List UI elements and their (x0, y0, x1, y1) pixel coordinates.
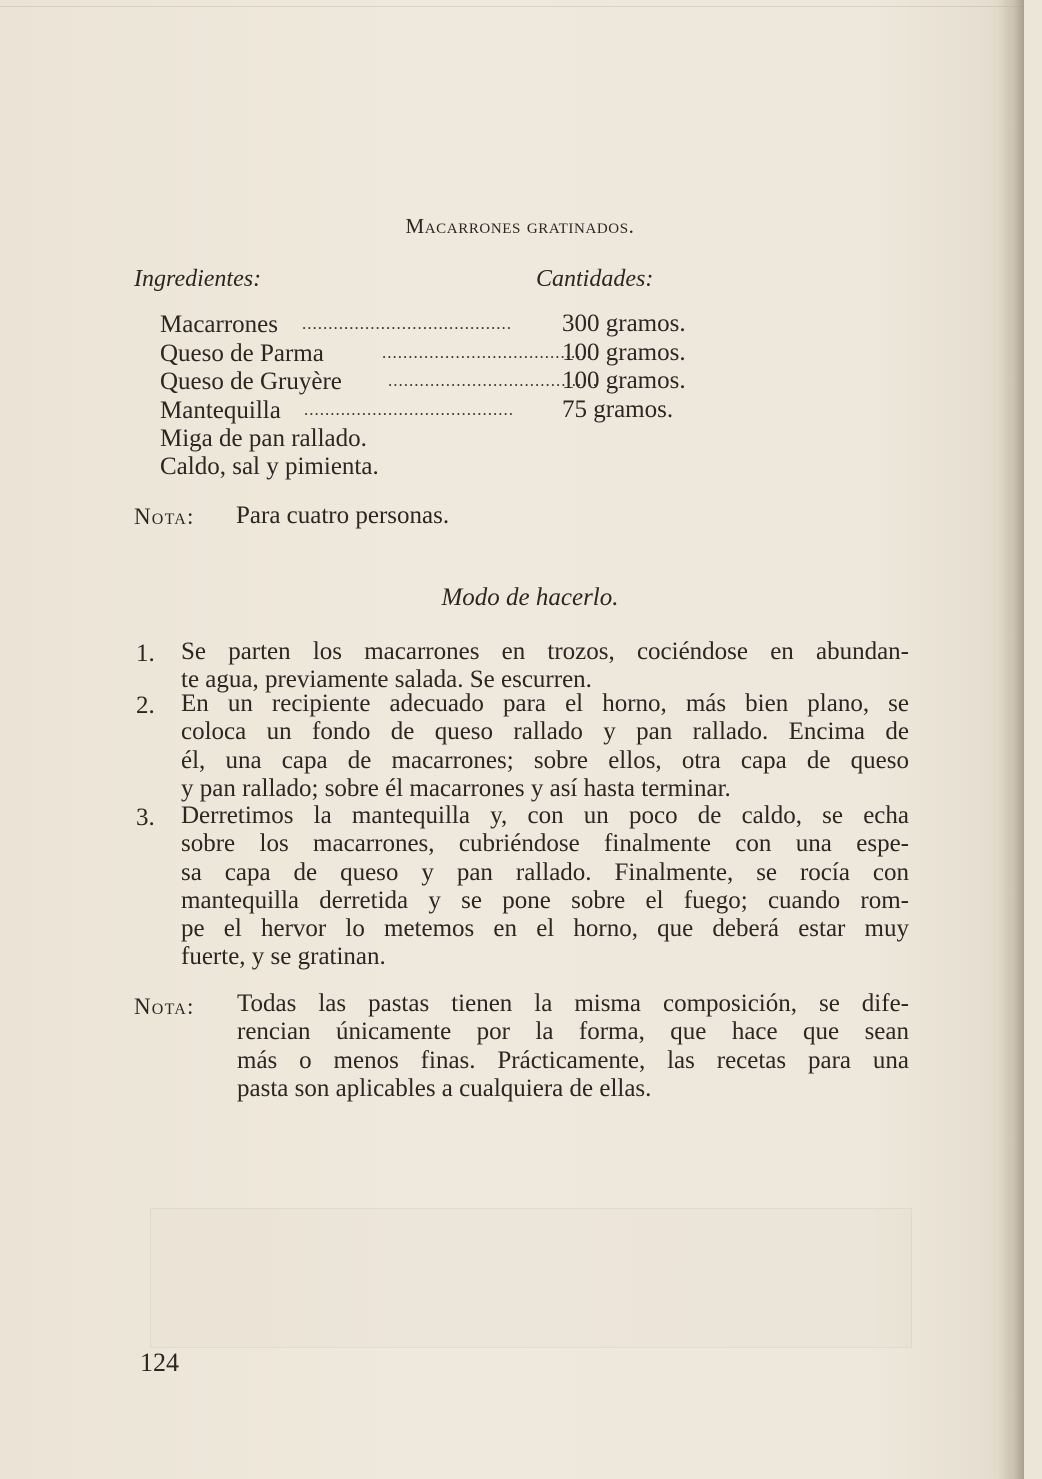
note-line: pasta son aplicables a cualquiera de ellas. (237, 1074, 652, 1102)
step-line: sobre los macarrones, cubriéndose finalmente con una espe- (181, 830, 909, 858)
dot-leader: ........................................ (388, 371, 598, 390)
step-line: te agua, previamente salada. Se escurren. (181, 666, 592, 694)
ingredient-row (160, 452, 379, 481)
step-line: fuerte, y se gratinan. (181, 943, 386, 971)
dot-leader: ........................................ (302, 314, 512, 333)
ingredient-name: Mantequilla (160, 397, 281, 424)
dot-leader: ........................................ (304, 400, 514, 419)
ingredient-name: Queso de Parma (160, 340, 324, 367)
top-edge-line (0, 6, 1024, 7)
ingredient-row (160, 396, 281, 425)
ingredient-name: Caldo, sal y pimienta. (160, 453, 379, 480)
note-label: Nota: (134, 994, 195, 1019)
step-line: coloca un fondo de queso rallado y pan rallado. Encima de (181, 718, 909, 746)
ingredient-row (160, 310, 278, 339)
ingredient-name: Queso de Gruyère (160, 368, 342, 395)
note-label: Nota: (134, 504, 195, 529)
step-number: 1. (136, 640, 155, 667)
step-line: sa capa de queso y pan rallado. Finalmente, se rocía con (181, 858, 909, 886)
step-line: él, una capa de macarrones; sobre ellos, otra capa de queso (181, 746, 909, 774)
step-number: 2. (136, 692, 155, 719)
note-line: rencian únicamente por la forma, que hace que sean (237, 1018, 909, 1046)
quantities-header: Cantidades: (536, 266, 654, 292)
ingredient-name: Macarrones (160, 311, 278, 338)
note-line: más o menos finas. Prácticamente, las recetas para una (237, 1046, 909, 1074)
note-line: Todas las pastas tienen la misma composición, se dife- (237, 990, 909, 1017)
ingredient-name: Miga de pan rallado. (160, 425, 367, 452)
step-line: Se parten los macarrones en trozos, cociéndose en abundan- (181, 638, 909, 665)
step-text (181, 690, 909, 803)
step-number: 3. (136, 804, 155, 831)
step-text (181, 638, 909, 695)
ingredient-quantity: 75 gramos. (562, 396, 674, 423)
note-text: Para cuatro personas. (236, 502, 450, 529)
ingredient-row (160, 424, 367, 453)
page-number: 124 (140, 1348, 179, 1377)
step-text (181, 802, 909, 972)
recipe-title: Macarrones gratinados. (405, 214, 635, 238)
step-line: mantequilla derretida y se pone sobre el fuego; cuando rom- (181, 886, 909, 914)
ingredient-row (160, 367, 342, 396)
ingredient-quantity: 100 gramos. (562, 367, 686, 394)
step-line: Derretimos la mantequilla y, con un poco de caldo, se echa (181, 802, 909, 829)
step-line: pe el hervor lo metemos en el horno, que deberá estar muy (181, 915, 909, 943)
ingredients-header: Ingredientes: (134, 266, 262, 292)
note-text (237, 990, 909, 1103)
dot-leader: ........................................ (382, 343, 592, 362)
step-line: y pan rallado; sobre él macarrones y así hasta terminar. (181, 774, 731, 802)
ingredient-row (160, 339, 324, 368)
method-header: Modo de hacerlo. (441, 584, 619, 611)
bleed-through-shadow (150, 1208, 912, 1348)
ingredient-quantity: 300 gramos. (562, 310, 686, 337)
ingredient-quantity: 100 gramos. (562, 339, 686, 366)
step-line: En un recipiente adecuado para el horno, más bien plano, se (181, 690, 909, 717)
